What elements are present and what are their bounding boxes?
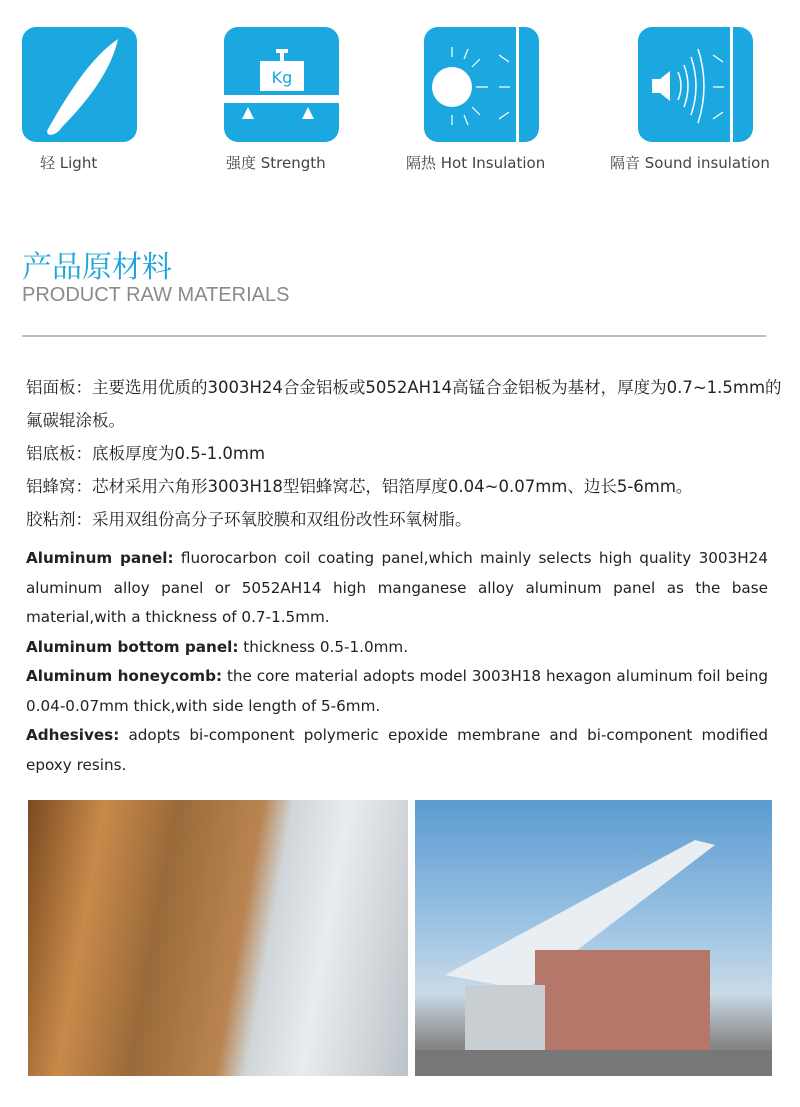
- en-paragraph: Aluminum honeycomb: the core material adopts model 3003H18 hexagon aluminum foil being 0.04-0.07mm thick,with side length of 5-6mm.: [26, 667, 768, 715]
- en-paragraph: Aluminum panel: fluorocarbon coil coating panel,which mainly selects high quality 3003H24 aluminum alloy panel or 5052AH14 high manganese alloy aluminum panel as the base material,with a thickness of 0.7-1.5mm.: [26, 549, 768, 626]
- weight-icon: [224, 27, 339, 142]
- feature-label: 隔音 Sound insulation: [610, 154, 770, 172]
- cn-paragraph: 铝蜂窝：芯材采用六角形3003H18型铝蜂窝芯，铝箔厚度0.04~0.07mm、边长5-6mm。: [26, 477, 693, 496]
- materials-en: [26, 544, 768, 780]
- section-title-cn: 产品原材料: [22, 250, 172, 285]
- feature-label: 隔热 Hot Insulation: [406, 154, 546, 172]
- cn-paragraph: 胶粘剂：采用双组份高分子环氧胶膜和双组份改性环氧树脂。: [26, 510, 472, 529]
- sun-icon: [424, 27, 539, 142]
- feather-icon: [22, 27, 137, 142]
- en-paragraph: Aluminum bottom panel: thickness 0.5-1.0mm.: [26, 637, 409, 656]
- cn-paragraph: 铝底板：底板厚度为0.5-1.0mm: [26, 444, 266, 463]
- materials-cn: [26, 371, 786, 536]
- speaker-icon: [638, 27, 753, 142]
- weight-label: Kg: [271, 68, 293, 87]
- feature-label: 强度 Strength: [226, 154, 326, 172]
- divider: [22, 335, 766, 337]
- feature-label: 轻 Light: [40, 154, 98, 172]
- interior-lobby-photo: [28, 800, 408, 1076]
- en-paragraph: Adhesives: adopts bi-component polymeric epoxide membrane and bi-component modified epoxy resins.: [26, 726, 768, 774]
- building-exterior-photo: [415, 800, 772, 1076]
- cn-paragraph: 铝面板：主要选用优质的3003H24合金铝板或5052AH14高锰合金铝板为基材，厚度为0.7~1.5mm的氟碳辊涂板。: [26, 378, 782, 430]
- section-title-en: PRODUCT RAW MATERIALS: [22, 284, 290, 306]
